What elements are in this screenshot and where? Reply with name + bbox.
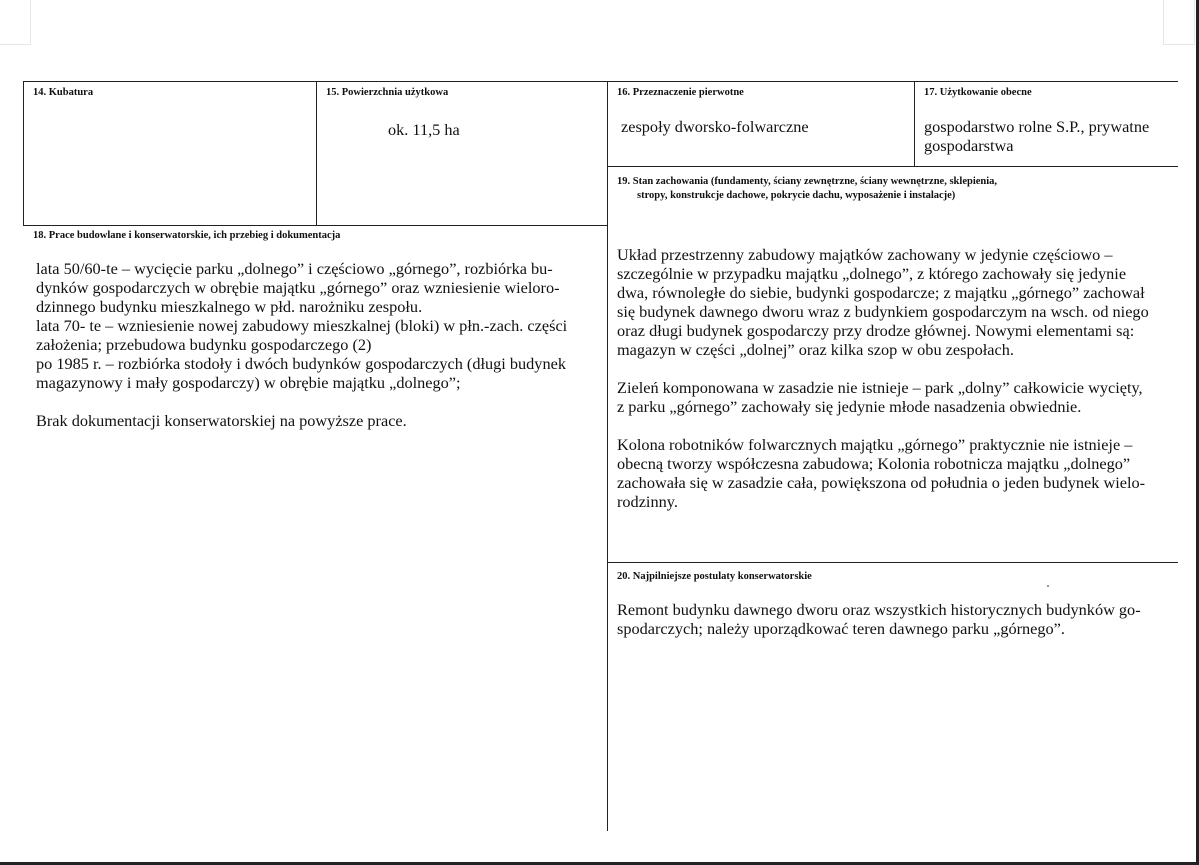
prace-line: magazynowy i mały gospodarczy) w obrębie majątku „dolnego”; [36, 373, 461, 392]
stan-line: rodzinny. [617, 492, 678, 511]
stan-line: dwa, równoległe do siebie, budynki gospodarcze; z majątku „górnego” zachował [617, 283, 1145, 302]
scan-corner-mark-right [1163, 0, 1195, 45]
form-left-border [23, 81, 24, 225]
postulaty-line: Remont budynku dawnego dworu oraz wszystkich historycznych budynków go- [617, 600, 1141, 619]
scan-speck [1047, 585, 1049, 587]
stan-text [617, 245, 1172, 511]
postulaty-text [617, 600, 1172, 638]
stan-line: zachowała się w zasadzie cała, powiększona od południa o jeden budynek wielo- [617, 473, 1146, 492]
prace-line: po 1985 r. – rozbiórka stodoły i dwóch budynków gospodarczych (długi budynek [36, 354, 566, 373]
column-divider [607, 81, 608, 831]
przeznaczenie-label: 16. Przeznaczenie pierwotne [617, 87, 744, 98]
stan-line: Kolona robotników folwarcznych majątku „górnego” praktycznie nie istnieje – [617, 435, 1133, 454]
stan-line: szczególnie w przypadku majątku „dolnego”, z którego zachowały się jedynie [617, 264, 1127, 283]
row-divider-19 [607, 166, 1178, 167]
stan-line: obecną tworzy współczesna zabudowa; Kolonia robotnicza majątku „dolnego” [617, 454, 1131, 473]
scan-corner-mark-left [0, 0, 31, 45]
prace-note: Brak dokumentacji konserwatorskiej na powyższe prace. [36, 411, 407, 430]
row-divider-20 [607, 562, 1178, 563]
powierzchnia-value: ok. 11,5 ha [388, 120, 460, 139]
stan-line: oraz długi budynek gospodarczy przy drodze głównej. Nowymi elementami są: [617, 321, 1135, 340]
cell-divider-14-15 [316, 81, 317, 225]
row-divider-18 [23, 225, 607, 226]
prace-text [36, 259, 600, 430]
prace-line: lata 50/60-te – wycięcie parku „dolnego” i częściowo „górnego”, rozbiórka bu- [36, 259, 553, 278]
prace-line: lata 70- te – wzniesienie nowej zabudowy mieszkalnej (bloki) w płn.-zach. części [36, 316, 568, 335]
prace-line: założenia; przebudowa budynku gospodarczego (2) [36, 335, 372, 354]
stan-line: się budynek dawnego dworu wraz z budynkiem gospodarczym na wsch. od niego [617, 302, 1149, 321]
przeznaczenie-value: zespoły dworsko-folwarczne [621, 117, 809, 136]
stan-line: Układ przestrzenny zabudowy majątków zachowany w jedynie częściowo – [617, 245, 1113, 264]
postulaty-line: spodarczych; należy uporządkować teren dawnego parku „górnego”. [617, 619, 1065, 638]
uzytkowanie-value-line-1: gospodarstwo rolne S.P., prywatne [924, 117, 1150, 136]
stan-line: magazyn w części „dolnej” oraz kilka szop w obu zespołach. [617, 340, 1014, 359]
uzytkowanie-value-line-2: gospodarstwa [924, 136, 1014, 155]
prace-label: 18. Prace budowlane i konserwatorskie, ich przebieg i dokumentacja [33, 230, 341, 241]
kubatura-label: 14. Kubatura [33, 87, 94, 98]
powierzchnia-label: 15. Powierzchnia użytkowa [326, 87, 449, 98]
form-top-border [23, 81, 1178, 82]
uzytkowanie-label: 17. Użytkowanie obecne [924, 87, 1032, 98]
prace-line: dzinnego budynku mieszkalnego w płd. narożniku zespołu. [36, 297, 423, 316]
stan-label-line-1: 19. Stan zachowania (fundamenty, ściany zewnętrzne, ściany wewnętrzne, sklepienia, [617, 176, 998, 187]
stan-line: Zieleń komponowana w zasadzie nie istnieje – park „dolny” całkowicie wycięty, [617, 378, 1143, 397]
stan-line: z parku „górnego” zachowały się jedynie młode nasadzenia obwiednie. [617, 397, 1082, 416]
prace-line: dynków gospodarczych w obrębie majątku „górnego” oraz wzniesienie wieloro- [36, 278, 560, 297]
postulaty-label: 20. Najpilniejsze postulaty konserwatorskie [617, 571, 812, 582]
stan-label-line-2: stropy, konstrukcje dachowe, pokrycie dachu, wyposażenie i instalacje) [637, 190, 956, 201]
cell-divider-16-17 [914, 81, 915, 166]
